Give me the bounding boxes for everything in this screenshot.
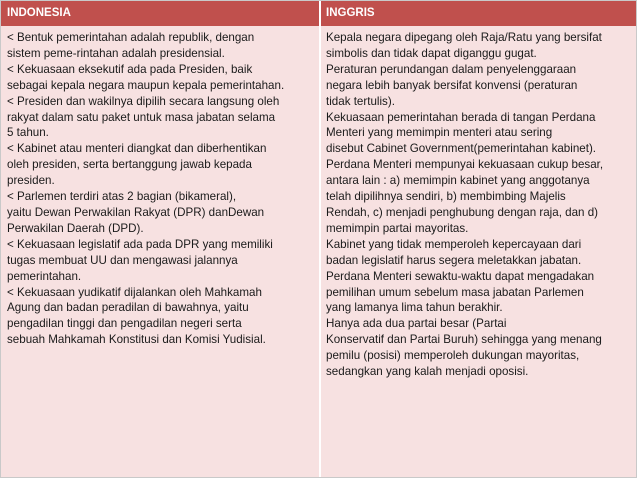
indonesia-text-line: < Presiden dan wakilnya dipilih secara langsung oleh xyxy=(7,94,280,108)
indonesia-text-line: Perwakilan Daerah (DPD). xyxy=(7,221,144,235)
inggris-text-line: pemilu (posisi) memperoleh dukungan mayoritas, xyxy=(326,349,580,363)
indonesia-text-line: < Bentuk pemerintahan adalah republik, dengan xyxy=(7,31,255,44)
inggris-text-line: tidak tertulis). xyxy=(326,94,395,108)
inggris-text-line: Kabinet yang tidak memperoleh kepercayaan dari xyxy=(326,237,582,251)
inggris-text-line: negara lebih banyak bersifat konvensi (peraturan xyxy=(326,78,578,92)
inggris-text-line: disebut Cabinet Government(pemerintahan kabinet). xyxy=(326,142,597,156)
indonesia-text-line: < Kabinet atau menteri diangkat dan diberhentikan xyxy=(7,142,267,156)
inggris-text-line: Konservatif dan Partai Buruh) sehingga yang menang xyxy=(326,333,602,347)
indonesia-text-line: < Kekuasaan yudikatif dijalankan oleh Mahkamah xyxy=(7,285,262,299)
inggris-text-line: memimpin partai mayoritas. xyxy=(326,221,469,235)
inggris-text-line: antara lain : a) memimpin kabinet yang anggotanya xyxy=(326,174,590,188)
header-inggris: INGGRIS xyxy=(326,7,375,19)
inggris-text-line: sedangkan yang kalah menjadi oposisi. xyxy=(326,365,529,379)
inggris-text-line: Hanya ada dua partai besar (Partai xyxy=(326,317,507,331)
inggris-text-line: telah dipilihnya sendiri, b) membimbing Majelis xyxy=(326,190,566,204)
inggris-text-line: pemilihan umum sebelum masa jabatan Parlemen xyxy=(326,285,584,299)
indonesia-text-line: rakyat dalam satu paket untuk masa jabatan selama xyxy=(7,110,276,124)
indonesia-text-line: 5 tahun. xyxy=(7,126,49,140)
indonesia-text-line: pemerintahan. xyxy=(7,269,82,283)
indonesia-text-line: yaitu Dewan Perwakilan Rakyat (DPR) danDewan xyxy=(7,205,265,219)
indonesia-text-line: < Kekuasaan legislatif ada pada DPR yang memiliki xyxy=(7,237,273,251)
inggris-text-line: Perdana Menteri sewaktu-waktu dapat mengadakan xyxy=(326,269,595,283)
indonesia-text-line: sistem peme-rintahan adalah presidensial. xyxy=(7,46,225,60)
cell-indonesia xyxy=(1,26,319,348)
indonesia-text-line: tugas membuat UU dan mengawasi jalannya xyxy=(7,253,238,267)
inggris-text-line: Peraturan perundangan dalam penyelenggaraan xyxy=(326,62,577,76)
inggris-text-line: yang lamanya lima tahun berakhir. xyxy=(326,301,503,315)
inggris-text-line: Kepala negara dipegang oleh Raja/Ratu yang bersifat xyxy=(326,31,602,44)
indonesia-text-line: presiden. xyxy=(7,174,55,188)
cell-inggris xyxy=(320,26,638,380)
header-column-divider xyxy=(319,1,321,26)
inggris-text-line: simbolis dan tidak dapat diganggu gugat. xyxy=(326,46,537,60)
indonesia-text-line: < Kekuasaan eksekutif ada pada Presiden, baik xyxy=(7,62,253,76)
inggris-text-line: badan legislatif harus segera meletakkan jabatan. xyxy=(326,253,582,267)
inggris-text-line: Menteri yang memimpin menteri atau sering xyxy=(326,126,553,140)
inggris-text-line: Perdana Menteri mempunyai kekuasaan cukup besar, xyxy=(326,158,604,172)
indonesia-text-line: sebuah Mahkamah Konstitusi dan Komisi Yudisial. xyxy=(7,333,266,347)
table-body-row xyxy=(1,26,636,477)
indonesia-text-line: pengadilan tinggi dan pengadilan negeri serta xyxy=(7,317,242,331)
indonesia-text-line: Agung dan badan peradilan di bawahnya, yaitu xyxy=(7,301,249,315)
table-header-row xyxy=(1,1,636,26)
indonesia-text-line: sebagai kepala negara maupun kepala pemerintahan. xyxy=(7,78,285,92)
inggris-text-line: Kekuasaan pemerintahan berada di tangan Perdana xyxy=(326,110,596,124)
indonesia-text-line: < Parlemen terdiri atas 2 bagian (bikameral), xyxy=(7,190,237,204)
header-indonesia: INDONESIA xyxy=(7,7,71,19)
indonesia-text-line: oleh presiden, serta bertanggung jawab kepada xyxy=(7,158,252,172)
inggris-text-line: Rendah, c) menjadi penghubung dengan raja, dan d) xyxy=(326,205,599,219)
